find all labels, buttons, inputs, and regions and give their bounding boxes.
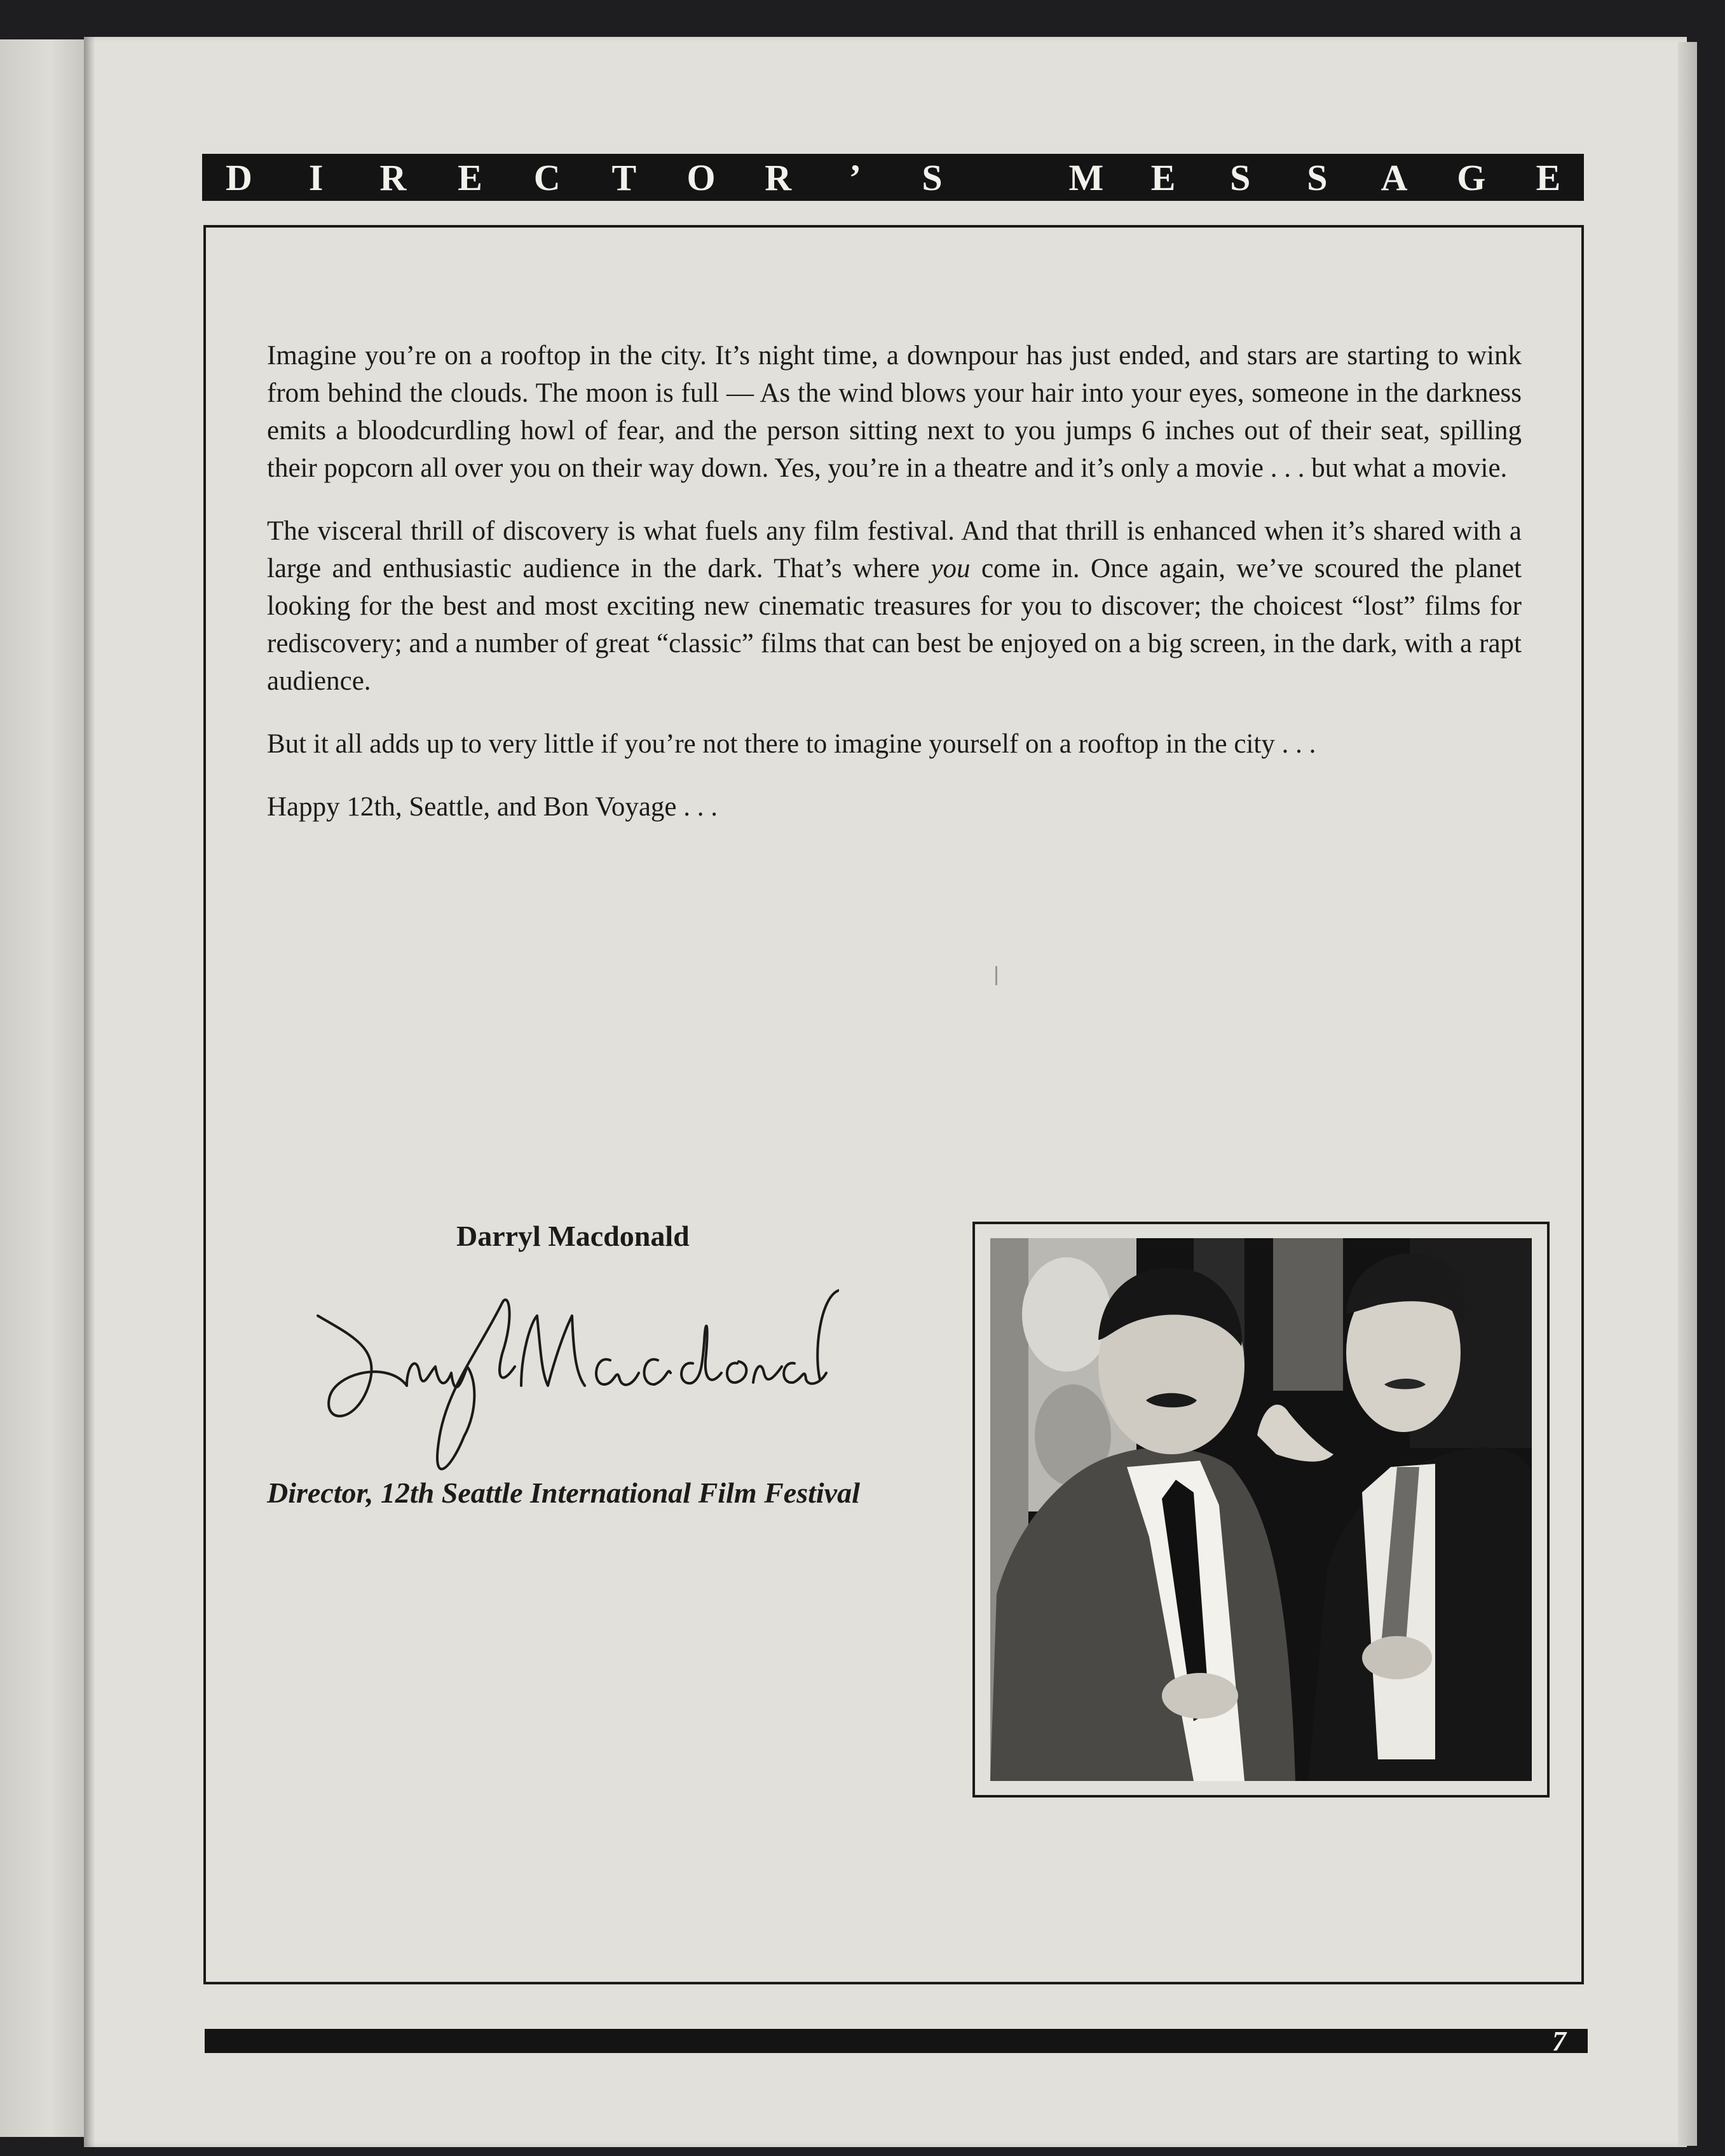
header-letter: S (922, 156, 943, 198)
photo-frame (972, 1222, 1550, 1798)
footer-bar (205, 2026, 1588, 2057)
header-letter: M (1068, 156, 1104, 198)
paragraph-sendoff: Happy 12th, Seattle, and Bon Voyage . . . (267, 792, 718, 822)
header-letter: R (379, 156, 407, 198)
page-number: 7 (1552, 2026, 1566, 2057)
header-letter: ’ (849, 156, 862, 198)
spine-shadow (84, 37, 95, 2147)
emphasis-you: you (931, 554, 971, 583)
paragraph-discovery: The visceral thrill of discovery is what fuels any film festival. And that thrill is enhanced when it’s shared with a large and enthusiastic audience in the dark. That’s where you come in. Once again, we’ve scoured the planet looking for the best and most exciting new cinematic treasures for you to discover; the choicest “lost” films for rediscovery; and a number of great “classic” films that can best be enjoyed on a big screen, in the dark, with a rapt audience. (267, 516, 1522, 696)
paragraph-rooftop: But it all adds up to very little if you’re not there to imagine yourself on a rooftop in the city . . . (267, 729, 1316, 759)
author-title: Director, 12th Seattle International Film Festival (267, 1477, 860, 1509)
header-letter: A (1381, 156, 1408, 198)
header-letter: O (686, 156, 716, 198)
paragraph-intro: Imagine you’re on a rooftop in the city. It’s night time, a downpour has just ended, and stars are starting to wink from behind the clouds. The moon is full — As the wind blows your hair into your eyes, someone in the darkness emits a bloodcurdling howl of fear, and the person sitting next to you jumps 6 inches out of their seat, spilling their popcorn all over you on their way down. Yes, you’re in a theatre and it’s only a movie . . . but what a movie. (267, 341, 1522, 483)
header-letter: I (308, 156, 324, 198)
header-letter: D (226, 156, 252, 198)
facing-page-edge (0, 39, 84, 2137)
handwritten-signature (311, 1278, 839, 1487)
header-letter: E (458, 156, 482, 198)
header-letter: G (1457, 156, 1486, 198)
header-letter: S (1307, 156, 1328, 198)
print-mark (995, 966, 997, 985)
header-letter: R (765, 156, 792, 198)
header-letter: T (611, 156, 637, 198)
header-letter: S (1230, 156, 1251, 198)
message-body (267, 337, 1522, 851)
page-right-edge (1678, 42, 1697, 2146)
header-letter: C (533, 156, 561, 198)
header-letter: E (1150, 156, 1176, 198)
header-letter: E (1536, 156, 1561, 198)
festival-photo (990, 1238, 1532, 1781)
author-name: Darryl Macdonald (456, 1220, 690, 1252)
section-header-bar (202, 154, 1584, 201)
